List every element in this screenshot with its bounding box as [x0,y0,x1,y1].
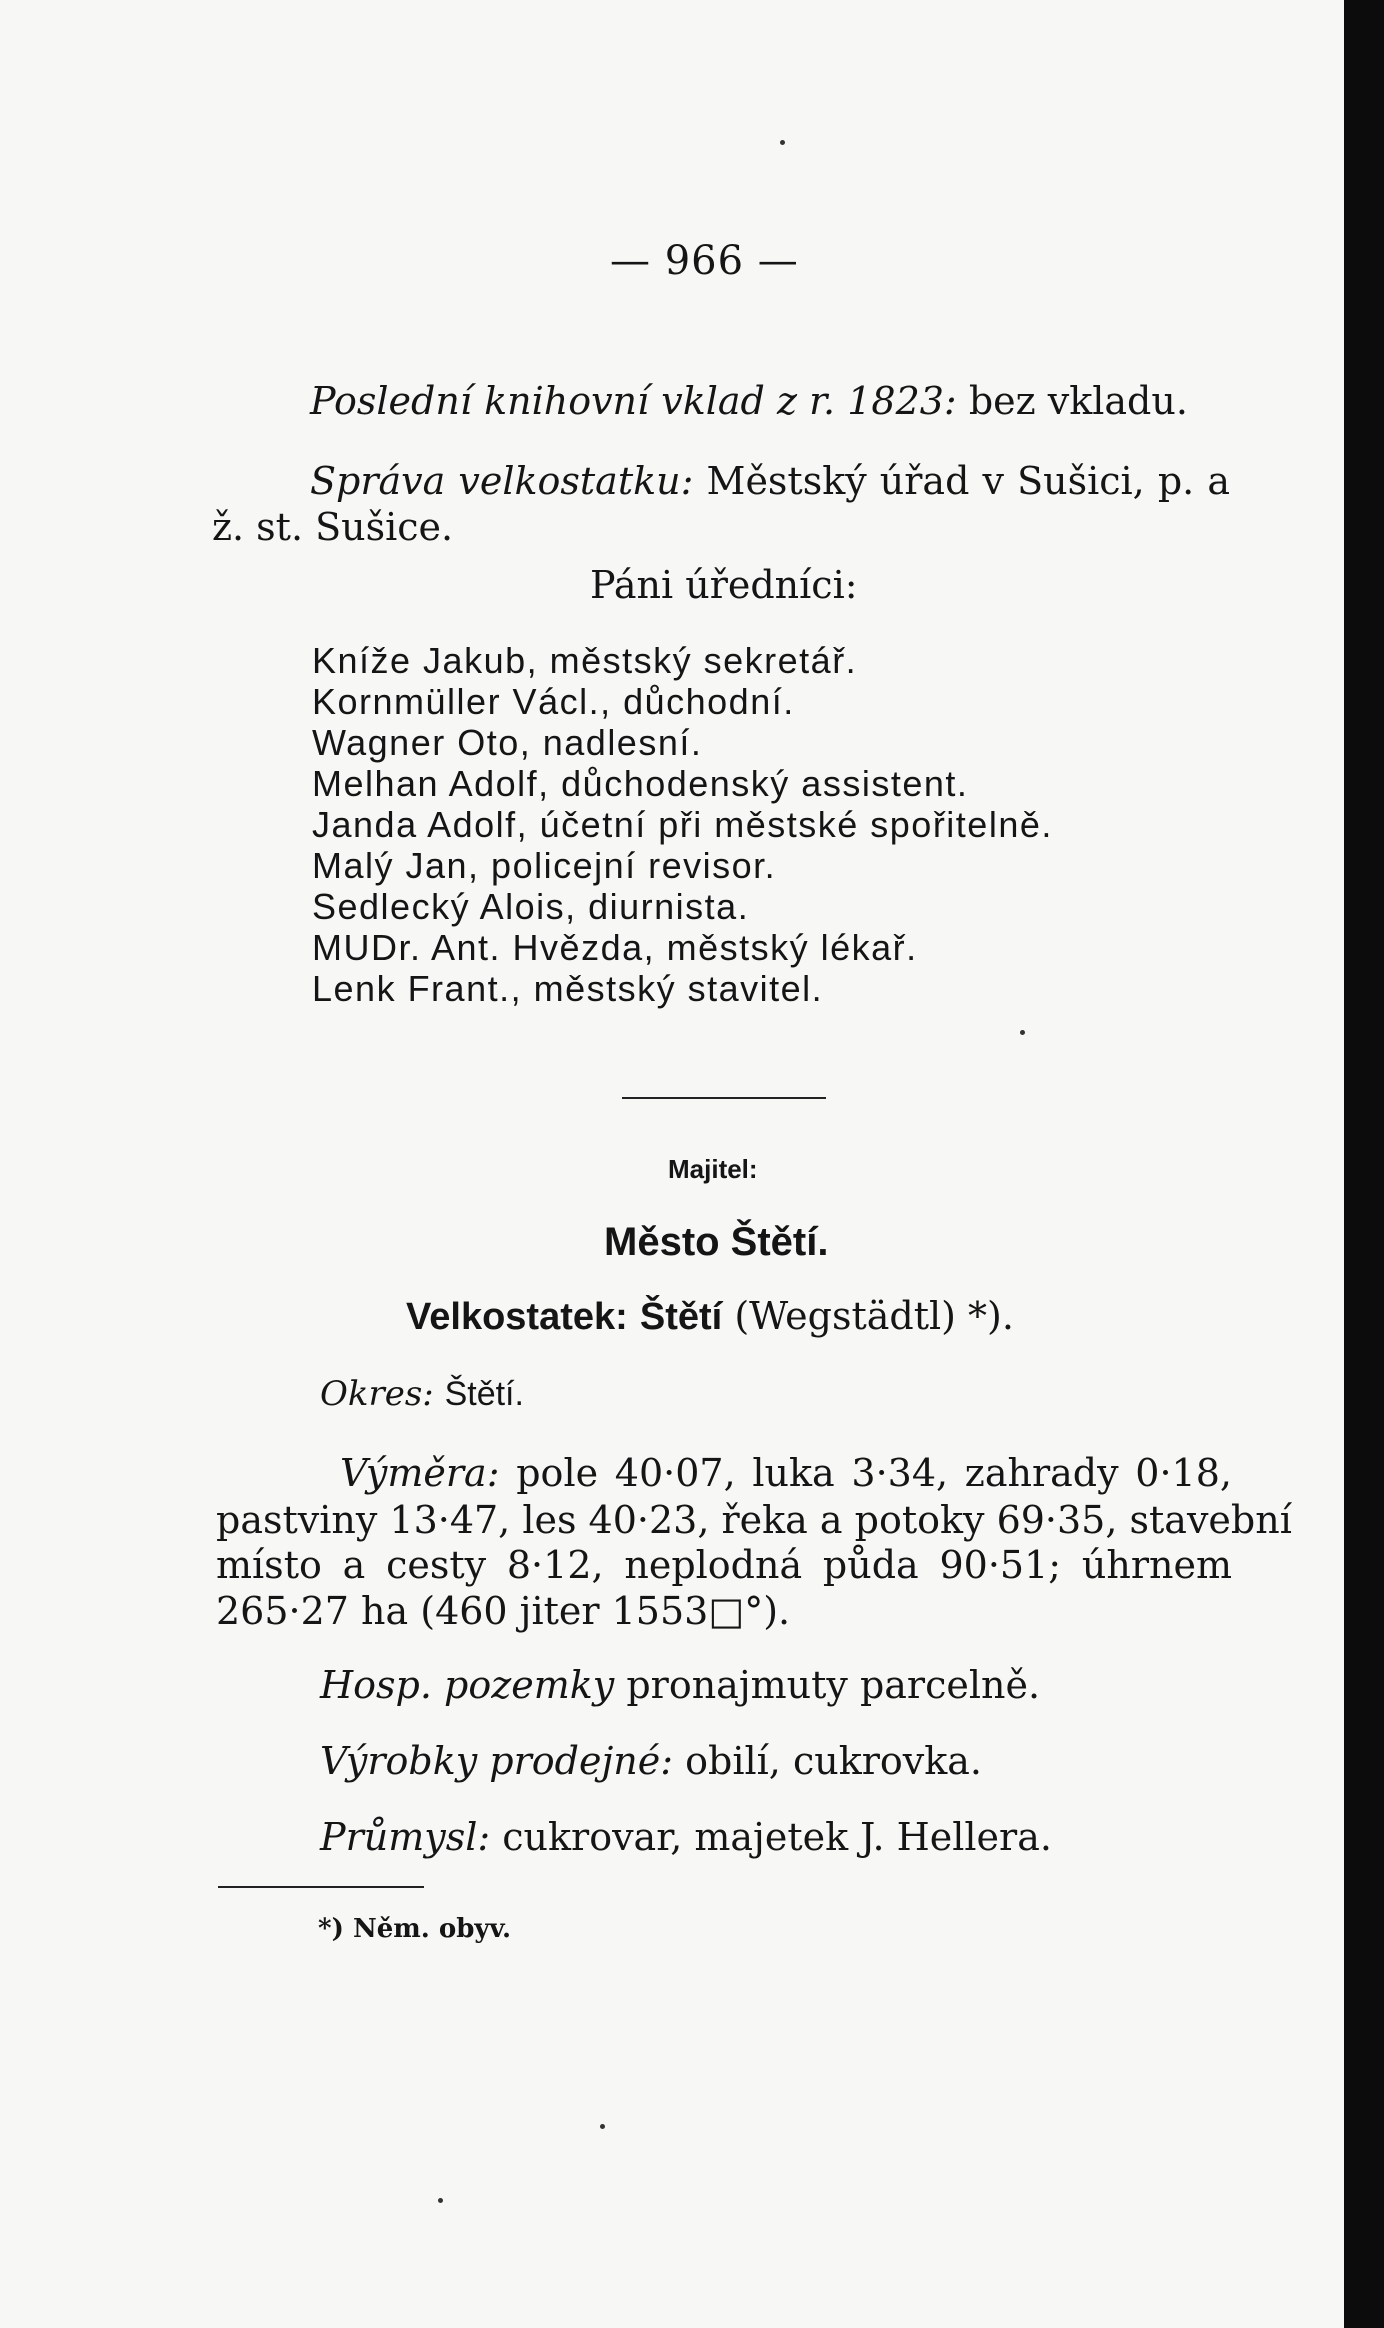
official-item: MUDr. Ant. Hvězda, městský lékař. [312,927,918,968]
official-item: Wagner Oto, nadlesní. [312,722,703,763]
vymera-line-2: pastviny 13·47, les 40·23, řeka a potoky 69·35, stavební [216,1498,1292,1542]
vklad-value: bez vkladu. [968,379,1188,423]
official-item: Malý Jan, policejní revisor. [312,845,777,886]
speck [1020,1030,1025,1035]
official-item: Sedlecký Alois, diurnista. [312,886,750,927]
official-item: Kornmüller Václ., důchodní. [312,681,795,722]
official-item: Kníže Jakub, městský sekretář. [312,640,858,681]
sprava-line-2: ž. st. Sušice. [212,505,454,549]
okres-value: Štětí. [444,1375,524,1413]
owner-name: Město Štětí. [604,1220,829,1264]
sprava-label: Správa velkostatku: [310,459,694,503]
speck [780,140,785,145]
footnote: *) Něm. obyv. [318,1914,512,1944]
vklad-label: Poslední knihovní vklad z r. 1823: [310,379,957,423]
vyrobky-label: Výrobky prodejné: [320,1739,674,1783]
okres-label: Okres: [320,1374,434,1414]
hosp-value: pronajmuty parcelně. [626,1663,1041,1707]
estate-name: Štětí [639,1296,723,1338]
vymera-label: Výměra: [340,1451,500,1495]
officials-list [312,640,1053,1009]
page-edge-shadow [1344,0,1384,2328]
estate-label: Velkostatek: [406,1296,628,1338]
vklad-line [310,378,1188,424]
speck [600,2124,605,2129]
estate-german-name: (Wegstädtl) *). [734,1294,1014,1338]
page-number: — 966 — [610,238,799,284]
vymera-line-4: 265·27 ha (460 jiter 1553□°). [216,1589,791,1633]
owner-label: Majitel: [668,1154,758,1184]
hosp-label: Hosp. pozemky [320,1663,615,1707]
prumysl-label: Průmysl: [320,1815,491,1859]
official-item: Lenk Frant., městský stavitel. [312,968,824,1009]
sprava-value: Městský úřad v Sušici, p. a [706,459,1230,503]
vymera-line-3: místo a cesty 8·12, neplodná půda 90·51; úhrnem [216,1543,1232,1587]
footnote-divider [218,1886,424,1888]
hosp-line [320,1662,1040,1708]
vymera-line-1 [340,1450,1232,1496]
prumysl-line [320,1814,1052,1860]
official-item: Janda Adolf, účetní při městské spořitelně. [312,804,1053,845]
section-divider [622,1097,826,1099]
prumysl-value: cukrovar, majetek J. Hellera. [502,1815,1052,1859]
sprava-line-1 [310,458,1230,504]
vyrobky-value: obilí, cukrovka. [685,1739,983,1783]
vymera-value: pole 40·07, luka 3·34, zahrady 0·18, [516,1451,1232,1495]
estate-line [406,1294,1014,1339]
speck [438,2198,443,2203]
okres-line [320,1374,524,1414]
officials-heading: Páni úředníci: [590,563,858,607]
official-item: Melhan Adolf, důchodenský assistent. [312,763,969,804]
vyrobky-line [320,1738,982,1784]
